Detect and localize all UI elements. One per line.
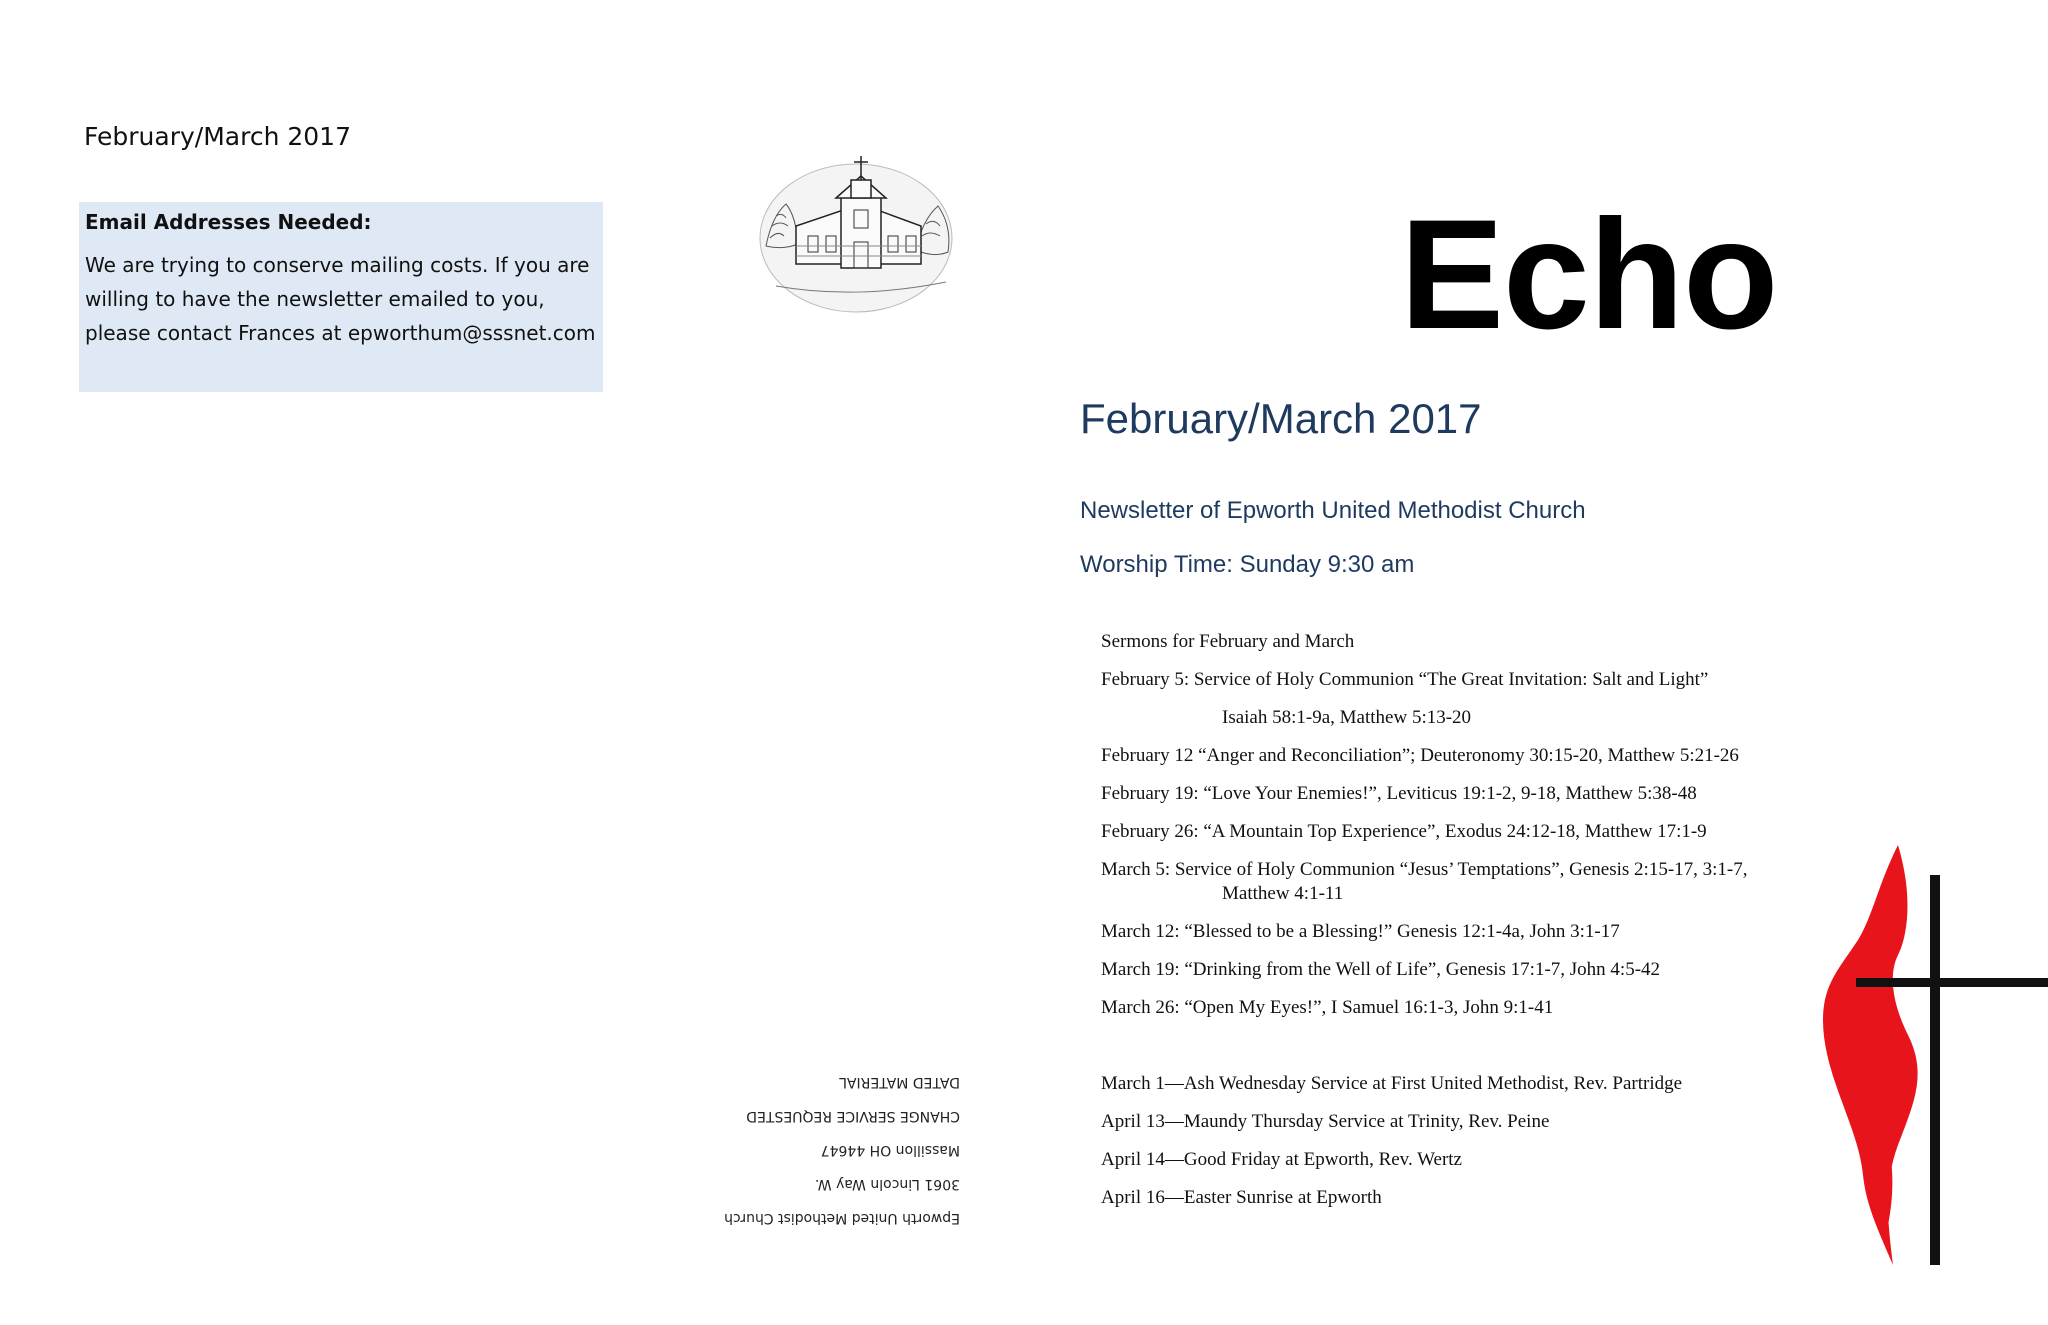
sermon-item: March 26: “Open My Eyes!”, I Samuel 16:1-3, John 9:1-41 — [1101, 997, 1554, 1018]
worship-time: Worship Time: Sunday 9:30 am — [1080, 551, 1415, 578]
event-item: April 16—Easter Sunrise at Epworth — [1101, 1187, 1382, 1208]
event-item: March 1—Ash Wednesday Service at First United Methodist, Rev. Partridge — [1101, 1073, 1683, 1094]
sermon-item: March 19: “Drinking from the Well of Life”, Genesis 17:1-7, John 4:5-42 — [1101, 959, 1661, 980]
sermon-item-text: March 5: Service of Holy Communion “Jesus’ Temptations”, Genesis 2:15-17, 3:1-7, — [1101, 859, 1748, 880]
sermon-item: February 12 “Anger and Reconciliation”; Deuteronomy 30:15-20, Matthew 5:21-26 — [1101, 745, 1739, 766]
sermons-list — [1101, 630, 1821, 1034]
sermons-heading: Sermons for February and March — [1101, 631, 1355, 652]
church-drawing-icon — [756, 146, 961, 314]
event-item: April 14—Good Friday at Epworth, Rev. Wertz — [1101, 1149, 1462, 1170]
email-addresses-box — [79, 202, 603, 392]
sermon-item: February 19: “Love Your Enemies!”, Leviticus 19:1-2, 9-18, Matthew 5:38-48 — [1101, 783, 1697, 804]
sermon-item: March 12: “Blessed to be a Blessing!” Genesis 12:1-4a, John 3:1-17 — [1101, 921, 1620, 942]
sermon-item: February 5: Service of Holy Communion “The Great Invitation: Salt and Light” — [1101, 669, 1709, 690]
issue-date: February/March 2017 — [1080, 395, 1482, 442]
left-issue-date: February/March 2017 — [84, 122, 351, 151]
cross-and-flame-icon — [1818, 845, 2048, 1265]
return-address — [690, 1065, 960, 1235]
email-box-title: Email Addresses Needed: — [85, 210, 372, 234]
event-item: April 13—Maundy Thursday Service at Trinity, Rev. Peine — [1101, 1111, 1550, 1132]
sermon-item-continuation: Matthew 4:1-11 — [1222, 883, 1344, 904]
sermon-scripture: Isaiah 58:1-9a, Matthew 5:13-20 — [1222, 707, 1472, 728]
return-address-line: Epworth United Methodist Church — [724, 1210, 960, 1226]
return-address-line: CHANGE SERVICE REQUESTED — [746, 1108, 960, 1124]
newsletter-subtitle: Newsletter of Epworth United Methodist Church — [1080, 497, 1586, 524]
newsletter-masthead: Echo — [1400, 188, 1778, 362]
sermon-item — [1101, 858, 1821, 906]
return-address-line: DATED MATERIAL — [839, 1074, 960, 1090]
sermon-item: February 26: “A Mountain Top Experience”, Exodus 24:12-18, Matthew 17:1-9 — [1101, 821, 1707, 842]
special-services-list — [1101, 1072, 1821, 1224]
return-address-line: 3061 Lincoln Way W. — [814, 1176, 960, 1192]
email-box-body: We are trying to conserve mailing costs. If you are willing to have the newsletter emailed to you, please contact Frances at epworthum@sssnet.com — [85, 253, 596, 345]
return-address-line: Massillon OH 44647 — [820, 1142, 960, 1158]
